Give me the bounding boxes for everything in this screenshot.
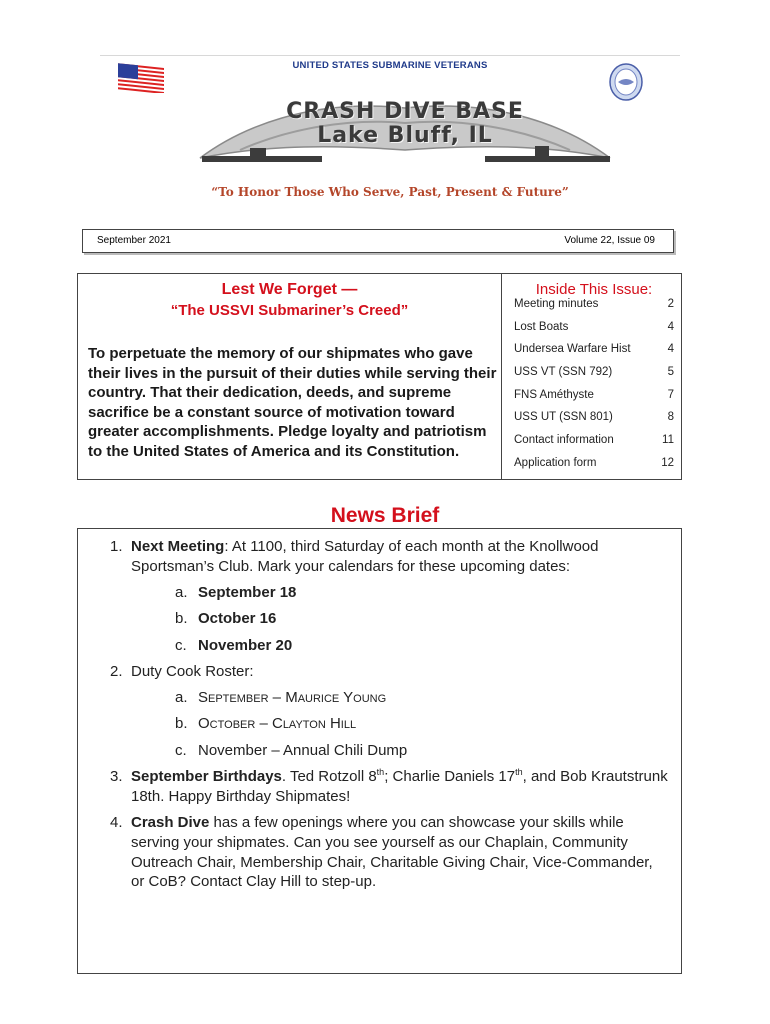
news-item-birthdays: 3. September Birthdays. Ted Rotzoll 8th; Charlie Daniels 17th, and Bob Krautstrunk 18th. Happy Birthday Shipmates! xyxy=(110,767,668,806)
contents-item[interactable] xyxy=(514,455,674,478)
us-flag-icon xyxy=(116,63,166,93)
news-item-lead: Next Meeting xyxy=(131,538,225,555)
organization-name: UNITED STATES SUBMARINE VETERANS xyxy=(292,60,488,71)
news-brief-heading: News Brief xyxy=(330,504,440,527)
news-item-number: 3. xyxy=(110,768,123,786)
contents-item-page: 11 xyxy=(662,434,674,447)
contents-item-label: Application form xyxy=(514,456,597,469)
news-item-number: 2. xyxy=(110,663,123,681)
contents-item-page: 8 xyxy=(667,411,674,424)
news-item-duty-cook xyxy=(110,662,670,761)
masthead xyxy=(100,50,680,220)
meeting-date: a. September 18 xyxy=(175,583,297,601)
contents-item[interactable] xyxy=(514,364,674,387)
contents-item-label: Contact information xyxy=(514,434,614,447)
news-item-next-meeting xyxy=(110,537,670,656)
issue-bar xyxy=(82,229,674,253)
news-item-text: has a few openings where you can showcase your skills while serving your shipmates. Can you see yourself as our Chaplain, Community Outreach Chair, Membership Chair, Charitable Giving Chair, Vice-Commander, or CoB? Contact Clay Hill to step-up. xyxy=(131,813,653,891)
contents-item-page: 4 xyxy=(667,320,674,333)
contents-item-label: Lost Boats xyxy=(514,320,569,333)
base-name-line2: Lake Bluff, IL xyxy=(317,123,493,148)
meeting-date: c. November 20 xyxy=(175,636,293,654)
roster-entry: c. November – Annual Chili Dump xyxy=(175,741,408,759)
news-item-lead: September Birthdays xyxy=(131,768,282,786)
roster-entry: a. September – Maurice Young xyxy=(175,688,387,706)
contents-item[interactable] xyxy=(514,432,674,455)
roster-entry: b. October – Clayton Hill xyxy=(175,715,357,733)
base-name xyxy=(180,100,630,148)
contents-item[interactable] xyxy=(514,387,674,410)
box-divider xyxy=(501,274,502,479)
creed-title: Lest We Forget — xyxy=(221,281,358,298)
contents-list xyxy=(514,296,674,478)
news-item-openings xyxy=(110,813,670,892)
contents-item-label: FNS Améthyste xyxy=(514,388,594,401)
contents-item-label: Meeting minutes xyxy=(514,298,599,310)
contents-item-page: 2 xyxy=(667,298,674,310)
contents-item-page: 7 xyxy=(667,388,674,401)
tagline: “To Honor Those Who Serve, Past, Present & Future” xyxy=(211,185,569,199)
news-item-text: Duty Cook Roster: xyxy=(131,663,254,681)
contents-item[interactable] xyxy=(514,296,674,319)
issue-date: September 2021 xyxy=(97,235,171,246)
base-name-line1: CRASH DIVE BASE xyxy=(286,99,524,124)
news-item-text: : At 1100, third Saturday of each month at the Knollwood Sportsman’s Club. Mark your calendars for these upcoming dates: xyxy=(131,538,599,575)
contents-title: Inside This Issue: xyxy=(535,281,653,298)
creed-and-contents-box xyxy=(77,273,682,480)
contents-item-label: Undersea Warfare Hist xyxy=(514,343,631,356)
contents-item-page: 4 xyxy=(667,343,674,356)
news-item-number: 1. xyxy=(110,538,123,555)
contents-item[interactable] xyxy=(514,341,674,364)
issue-volume: Volume 22, Issue 09 xyxy=(564,235,655,246)
meeting-date: b. October 16 xyxy=(175,610,277,628)
contents-item[interactable] xyxy=(514,319,674,342)
masthead-rule xyxy=(100,55,680,56)
creed-text: To perpetuate the memory of our shipmates who gave their lives in the pursuit of their duties while serving their country. That their dedication, deeds, and supreme sacrifice be a constant source of motivation toward greater accomplishments. Pledge loyalty and patriotism to the United States of America and its Constitution. xyxy=(88,345,497,460)
contents-item[interactable] xyxy=(514,409,674,432)
contents-item-page: 5 xyxy=(667,366,674,379)
news-item-number: 4. xyxy=(110,813,123,831)
creed-subtitle: “The USSVI Submariner’s Creed” xyxy=(170,302,409,319)
news-item-lead: Crash Dive xyxy=(131,813,210,831)
news-list xyxy=(110,537,670,898)
contents-item-page: 12 xyxy=(661,456,674,469)
contents-item-label: USS VT (SSN 792) xyxy=(514,366,613,379)
contents-item-label: USS UT (SSN 801) xyxy=(514,411,613,424)
